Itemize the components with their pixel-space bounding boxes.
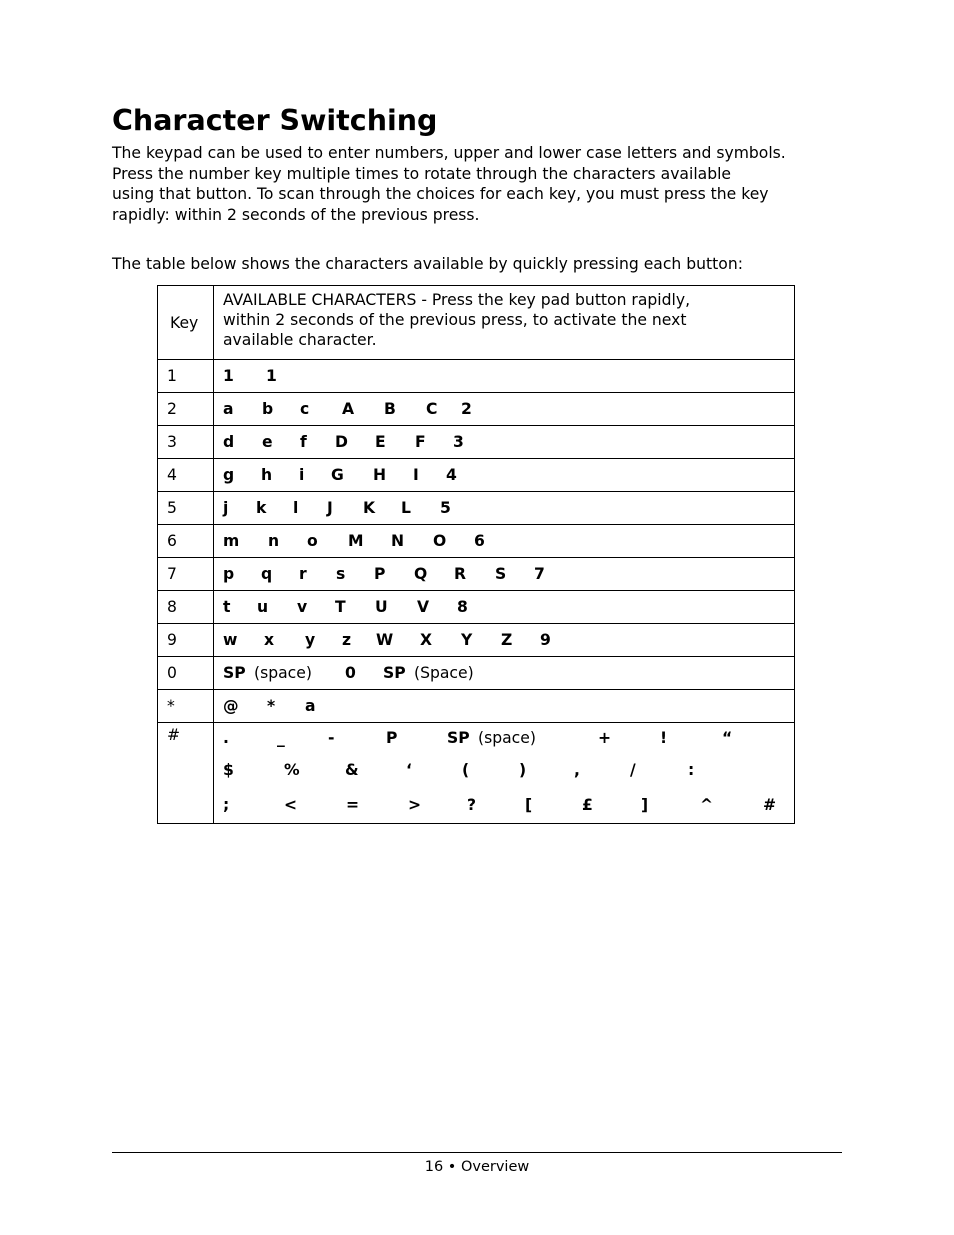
footer-bullet: • (447, 1159, 457, 1175)
symbol-line (223, 787, 794, 822)
table-row (158, 393, 795, 426)
char: H (373, 466, 387, 484)
char: - (328, 728, 335, 747)
char: l (293, 499, 299, 517)
intro-line: Press the number key multiple times to rotate through the characters available (112, 164, 732, 183)
char: G (331, 466, 344, 484)
char: & (345, 760, 359, 779)
char: q (261, 565, 273, 583)
chars-cell (214, 525, 795, 558)
table-row (158, 591, 795, 624)
intro-paragraph (112, 143, 842, 225)
char: r (299, 565, 307, 583)
key-cell: 7 (158, 558, 214, 591)
char: ? (467, 795, 477, 814)
char: Q (414, 565, 428, 583)
char: 1 (223, 367, 234, 385)
char: Z (501, 631, 513, 649)
char: £ (582, 795, 593, 814)
table-row (158, 492, 795, 525)
char-note: (space) (254, 664, 312, 682)
char: b (262, 400, 274, 418)
char: m (223, 532, 240, 550)
chars-cell (214, 459, 795, 492)
char: ^ (700, 795, 714, 814)
footer-rule (112, 1152, 842, 1153)
chars-cell (214, 492, 795, 525)
char: B (384, 400, 396, 418)
key-cell: 8 (158, 591, 214, 624)
char: L (401, 499, 411, 517)
char: V (417, 598, 430, 616)
char: . (223, 728, 229, 747)
char: ] (641, 795, 649, 814)
footer-section: Overview (460, 1159, 530, 1175)
char: v (297, 598, 308, 616)
page-title: Character Switching (112, 104, 438, 137)
char: W (376, 631, 394, 649)
char: N (391, 532, 405, 550)
char: % (284, 760, 300, 779)
page-footer (0, 1157, 954, 1177)
char: a (223, 400, 234, 418)
char: ; (223, 795, 230, 814)
char: 9 (540, 631, 551, 649)
intro-line: using that button. To scan through the choices for each key, you must press the key (112, 185, 769, 203)
key-cell: 1 (158, 360, 214, 393)
chars-cell (214, 558, 795, 591)
table-row (158, 657, 795, 690)
char: g (223, 466, 235, 484)
char: T (335, 598, 346, 616)
char: “ (722, 728, 733, 747)
char: ‘ (406, 760, 412, 779)
intro-line: The keypad can be used to enter numbers, upper and lower case letters and symbols. (112, 144, 786, 162)
char-note: (Space) (414, 664, 474, 682)
char: 8 (457, 598, 468, 616)
table-row (158, 360, 795, 393)
char: , (574, 760, 580, 779)
char: O (433, 532, 447, 550)
symbol-line (223, 752, 794, 787)
key-cell: 2 (158, 393, 214, 426)
char: I (413, 466, 419, 484)
key-cell: 5 (158, 492, 214, 525)
table-row (158, 558, 795, 591)
char: E (375, 433, 386, 451)
char: = (346, 795, 360, 814)
char: 7 (534, 565, 545, 583)
char: n (268, 532, 280, 550)
char: 2 (461, 400, 472, 418)
char: 4 (446, 466, 457, 484)
char: d (223, 433, 235, 451)
chars-cell (214, 426, 795, 459)
table-row (158, 459, 795, 492)
character-table (157, 285, 795, 824)
char: s (336, 565, 346, 583)
char: < (284, 795, 298, 814)
char: : (688, 760, 695, 779)
header-key-cell: Key (158, 286, 214, 360)
char: k (256, 499, 267, 517)
char: i (299, 466, 305, 484)
char-note: (space) (478, 728, 536, 747)
char: 1 (266, 367, 277, 385)
char: [ (525, 795, 533, 814)
char: @ (223, 697, 239, 715)
header-chars-line: AVAILABLE CHARACTERS - Press the key pad button rapidly, (223, 291, 691, 309)
table-row (158, 723, 795, 824)
char: h (261, 466, 273, 484)
char: e (262, 433, 273, 451)
chars-cell (214, 624, 795, 657)
table-row (158, 426, 795, 459)
char: C (426, 400, 438, 418)
char: > (408, 795, 422, 814)
chars-cell (214, 690, 795, 723)
char: y (305, 631, 316, 649)
char: J (327, 499, 333, 517)
char: U (375, 598, 388, 616)
char: ) (519, 760, 527, 779)
key-cell: 4 (158, 459, 214, 492)
intro-line: rapidly: within 2 seconds of the previous press. (112, 205, 480, 224)
key-cell: * (158, 690, 214, 723)
chars-cell (214, 657, 795, 690)
char: x (264, 631, 275, 649)
table-row (158, 624, 795, 657)
char: t (223, 598, 231, 616)
header-chars-cell (214, 286, 795, 360)
char: SP (383, 664, 406, 682)
char: ! (660, 728, 668, 747)
char: # (763, 795, 777, 814)
char: 0 (345, 664, 356, 682)
char: 6 (474, 532, 485, 550)
char: c (300, 400, 310, 418)
char: j (223, 499, 229, 517)
key-cell: # (158, 723, 214, 824)
char: SP (447, 728, 470, 747)
char: * (267, 697, 276, 715)
char: u (257, 598, 269, 616)
key-cell: 3 (158, 426, 214, 459)
char: z (342, 631, 352, 649)
table-row (158, 690, 795, 723)
char: S (495, 565, 507, 583)
char: D (335, 433, 348, 451)
char: 3 (453, 433, 464, 451)
char: a (305, 697, 316, 715)
chars-cell (214, 591, 795, 624)
header-chars-line: within 2 seconds of the previous press, to activate the next (223, 311, 687, 329)
char: _ (277, 728, 285, 747)
char: K (363, 499, 376, 517)
char: X (420, 631, 433, 649)
char: 5 (440, 499, 451, 517)
char: p (223, 565, 235, 583)
char: P (374, 565, 386, 583)
table-row (158, 525, 795, 558)
char: F (415, 433, 426, 451)
key-cell: 9 (158, 624, 214, 657)
key-cell: 6 (158, 525, 214, 558)
char: A (342, 400, 355, 418)
char: / (630, 760, 636, 779)
chars-cell (214, 723, 795, 824)
chars-cell (214, 393, 795, 426)
char: o (307, 532, 318, 550)
char: ( (462, 760, 470, 779)
char: P (386, 728, 398, 747)
table-header-row (158, 286, 795, 360)
char: Y (461, 631, 473, 649)
char: w (223, 631, 238, 649)
page-number: 16 (424, 1159, 444, 1175)
chars-cell (214, 360, 795, 393)
header-chars-line: available character. (223, 331, 377, 349)
table-lead-text: The table below shows the characters available by quickly pressing each button: (112, 255, 743, 273)
char: f (300, 433, 307, 451)
char: + (598, 728, 612, 747)
char: SP (223, 664, 246, 682)
key-cell: 0 (158, 657, 214, 690)
char: M (348, 532, 364, 550)
char: R (454, 565, 467, 583)
symbol-line (223, 723, 794, 752)
char: $ (223, 760, 234, 779)
